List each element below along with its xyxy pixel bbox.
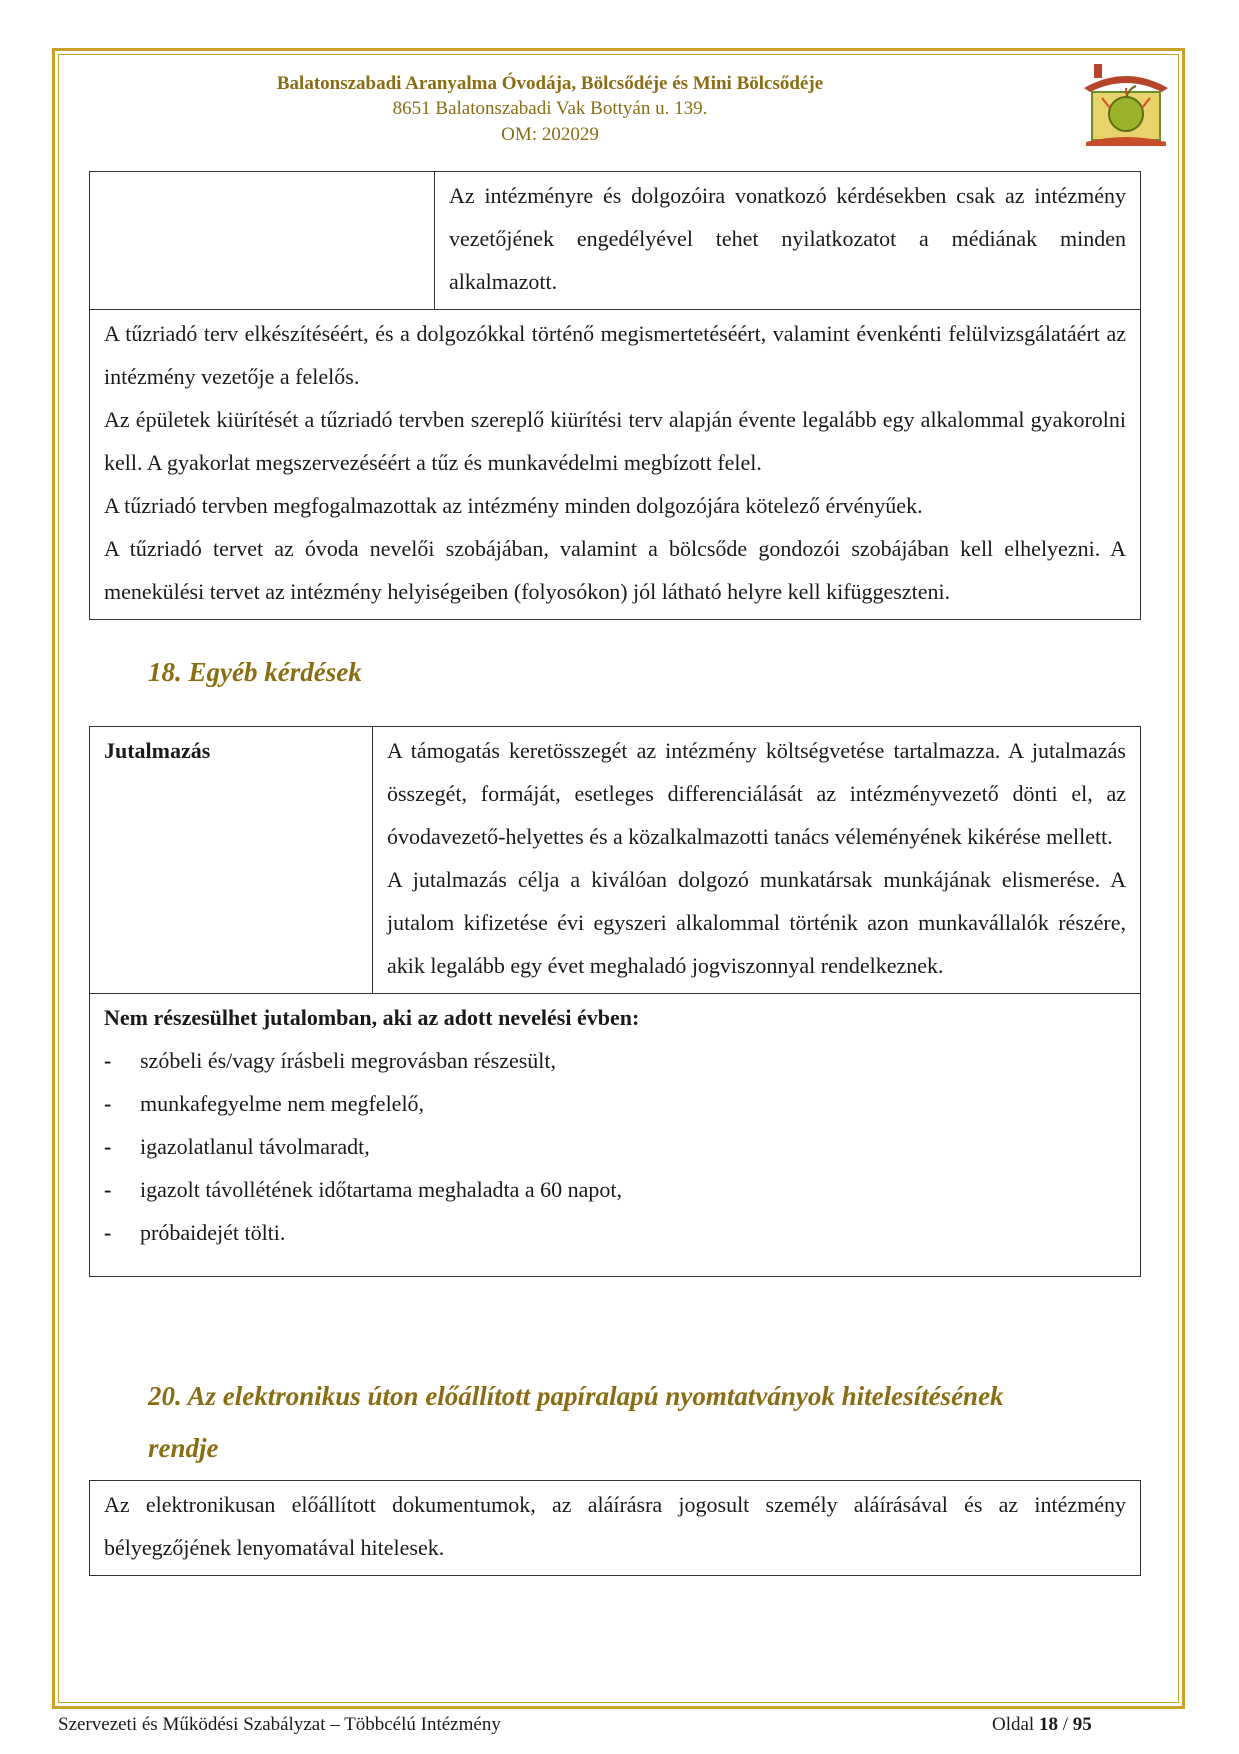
institution-name: Balatonszabadi Aranyalma Óvodája, Bölcsődéje és Mini Bölcsődéje [276, 73, 824, 94]
section-18-heading: 18. Egyéb kérdések [148, 657, 362, 687]
footer-title: Szervezeti és Működési Szabályzat – Többcélú Intézmény [58, 1714, 501, 1735]
media-text-cell: Az intézményre és dolgozóira vonatkozó kérdésekben csak az intézmény vezetőjének engedélyével tehet nyilatkozatot a médiának minden alkalmazott. [435, 172, 1141, 310]
section-20-heading-line1: 20. Az elektronikus úton előállított papíralapú nyomtatványok hitelesítésének [148, 1381, 1004, 1411]
golden-apple-house-logo-icon [1080, 58, 1172, 150]
list-item: - igazolatlanul távolmaradt, [104, 1125, 1126, 1168]
page-total: 95 [1072, 1714, 1092, 1735]
section-20-heading [148, 1370, 1004, 1474]
page-number [992, 1714, 1092, 1736]
fire-paragraph: A tűzriadó tervet az óvoda nevelői szobájában, valamint a bölcsőde gondozói szobájában kell elhelyezni. A menekülési tervet az intézmény helyiségeiben (folyosókon) jól látható helyre kell kifüggeszteni. [104, 536, 1126, 604]
exclusions-cell [90, 994, 1141, 1277]
page-header [150, 72, 950, 148]
list-item: - munkafegyelme nem megfelelő, [104, 1082, 1126, 1125]
institution-address: 8651 Balatonszabadi Vak Bottyán u. 139. [392, 98, 708, 119]
fire-paragraph: A tűzriadó tervben megfogalmazottak az intézmény minden dolgozójára kötelező érvényűek. [104, 493, 923, 518]
exclusions-title: Nem részesülhet jutalomban, aki az adott nevelési évben: [104, 1005, 640, 1030]
list-item: - próbaidejét tölti. [104, 1211, 1126, 1254]
exclusions-list [104, 1039, 1126, 1254]
media-fire-table [89, 171, 1141, 620]
page-prefix: Oldal [992, 1714, 1039, 1735]
rewards-label: Jutalmazás [90, 727, 373, 994]
fire-paragraph: A tűzriadó terv elkészítéséért, és a dolgozókkal történő megismertetéséért, valamint évenkénti felülvizsgálatáért az intézmény vezetője a felelős. [104, 321, 1126, 389]
page-sep: / [1057, 1714, 1073, 1735]
list-item: - igazolt távollétének időtartama meghaladta a 60 napot, [104, 1168, 1126, 1211]
rewards-paragraph: A jutalmazás célja a kiválóan dolgozó munkatársak munkájának elismerése. A jutalom kifizetése évi egyszeri alkalommal történik azon munkavállalók részére, akik legalább egy évet meghaladó jogviszonnyal rendelkeznek. [387, 867, 1126, 978]
rewards-table [89, 726, 1141, 1277]
institution-om: OM: 202029 [501, 124, 599, 145]
authentication-table [89, 1480, 1141, 1576]
fire-plan-cell [90, 310, 1141, 620]
list-item: - szóbeli és/vagy írásbeli megrovásban részesült, [104, 1039, 1126, 1082]
section-20-heading-line2: rendje [148, 1433, 219, 1463]
authentication-text: Az elektronikusan előállított dokumentumok, az aláírásra jogosult személy aláírásával és az intézmény bélyegzőjének lenyomatával hitelesek. [90, 1481, 1141, 1576]
page-current: 18 [1038, 1714, 1058, 1735]
rewards-paragraph: A támogatás keretösszegét az intézmény költségvetése tartalmazza. A jutalmazás összegét, formáját, esetleges differenciálását az intézményvezető dönti el, az óvodavezető-helyettes és a közalkalmazotti tanács véleményének kikérése mellett. [387, 738, 1126, 849]
media-label-cell [90, 172, 435, 310]
fire-paragraph: Az épületek kiürítését a tűzriadó tervben szereplő kiürítési terv alapján évente legalább egy alkalommal gyakorolni kell. A gyakorlat megszervezéséért a tűz és munkavédelmi megbízott felel. [104, 407, 1126, 475]
rewards-text-cell [373, 727, 1141, 994]
